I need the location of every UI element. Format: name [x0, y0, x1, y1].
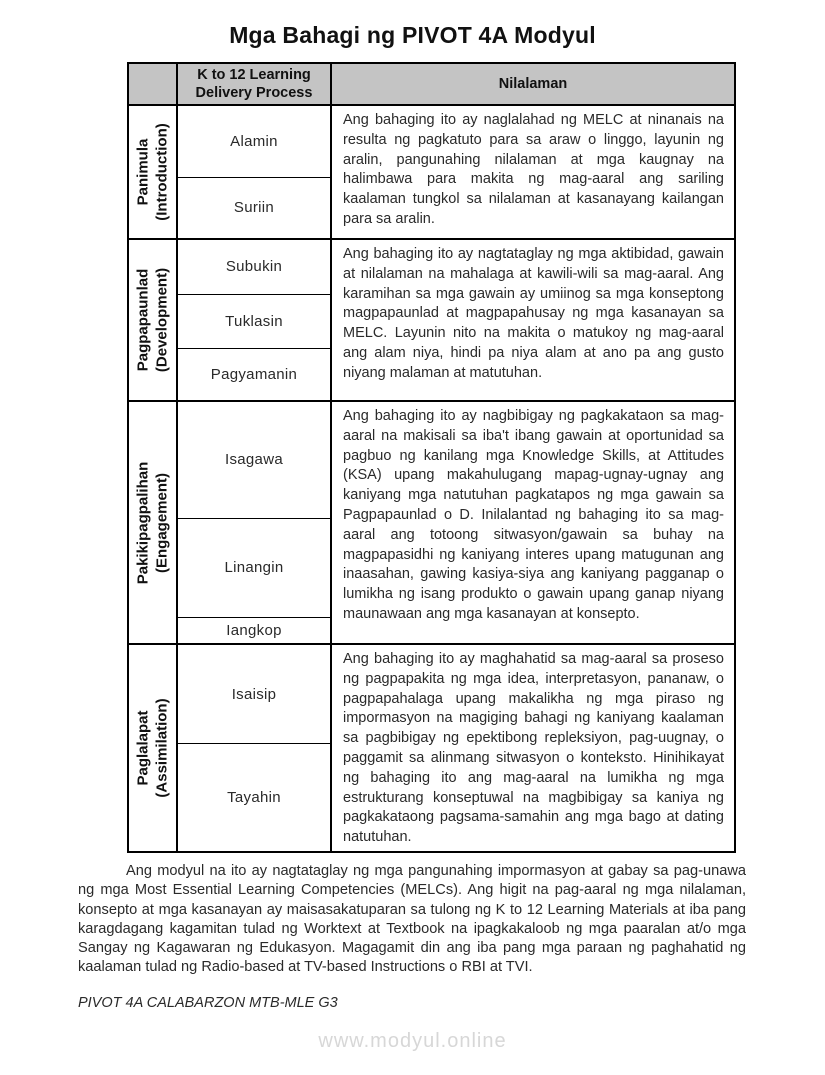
stage-rotated-label	[134, 268, 172, 372]
steps-column	[178, 240, 332, 400]
step-isaisip: Isaisip	[231, 685, 277, 703]
header-stage-cell	[129, 64, 178, 104]
step-iangkop: Iangkop	[178, 617, 330, 643]
step-tuklasin: Tuklasin	[178, 294, 330, 349]
page-title: Mga Bahagi ng PIVOT 4A Modyul	[229, 22, 596, 48]
stage-label-cell	[129, 106, 178, 238]
stage-name: Pagpapaunlad	[133, 268, 151, 372]
step-pagyamanin: Pagyamanin	[178, 348, 330, 400]
section-pagpapaunlad	[129, 238, 734, 400]
steps-column	[178, 402, 332, 643]
step-linangin: Linangin	[178, 518, 330, 617]
closing-paragraph: Ang modyul na ito ay nagtataglay ng mga pangunahing impormasyon at gabay sa pag-unawa ng mga Most Essential Learning Competencies (MELCs). Ang higit na pag-aaral ng mga nilalaman, konsepto at mga kasanayan ay maisasakatuparan sa tulong ng K to 12 Learning Materials at iba pang karagdagang kagamitan tulad ng Worktext at Textbook na ipagkakaloob ng mga paaralan at/o mga Sangay ng Kagawaran ng Edukasyon. Magagamit din ang iba pang mga paraan ng paghahatid ng kaalaman tulad ng Radio-based at TV-based Instructions o RBI at TVI.	[78, 862, 746, 976]
stage-name: Panimula	[133, 138, 151, 206]
steps-column	[178, 645, 332, 851]
stage-label-cell	[129, 240, 178, 400]
stage-name-english: (Development)	[152, 267, 170, 373]
stage-name-english: (Introduction)	[152, 123, 170, 221]
step-subukin: Subukin	[225, 258, 283, 276]
step-suriin: Suriin	[178, 177, 330, 238]
steps-column	[178, 106, 332, 238]
stage-rotated-label	[134, 123, 172, 220]
stage-name-english: (Assimilation)	[152, 698, 170, 798]
stage-name: Paglalapat	[133, 710, 151, 786]
header-process-cell: K to 12 Learning Delivery Process	[178, 64, 332, 104]
step-alamin: Alamin	[230, 132, 278, 150]
section-content: Ang bahaging ito ay nagbibigay ng pagkakataon sa mag-aaral na makisali sa iba't ibang gawain at oportunidad sa pagbuo ng kanilang mga Knowledge Skills, at Attitudes (KSA) upang makahulugang mapag-ugnay-ugnay ang kaniyang mga natutuhan pagkatapos ng mga gawain sa Pagpapaunlad o D. Inilalantad ng bahaging ito sa mag-aaral ang totoong sitwasyon/gawain sa buhay na magpapasidhi ng kaniyang interes upang matugunan ang inaasahan, gawing kasiya-siya ang kaniyang pagganap o lumikha ng isang produkto o gawain upang ganap niyang maunawaan ang mga kasanayan at konsepto.	[343, 408, 724, 622]
watermark-text: www.modyul.online	[318, 1030, 507, 1052]
step-tayahin: Tayahin	[178, 743, 330, 851]
section-paglalapat	[129, 643, 734, 851]
section-panimula	[129, 104, 734, 238]
section-pakikipagpalihan	[129, 400, 734, 643]
section-content: Ang bahaging ito ay maghahatid sa mag-aaral sa proseso ng pagpapakita ng mga idea, interpretasyon, pananaw, o pagpapahalaga upang makalikha ng mga piraso ng impormasyon na magiging bahagi ng kaniyang kaalaman sa pagbibigay ng epektibong repleksiyon, pag-uugnay, o paggamit sa alinmang sitwasyon o konteksto. Hinihikayat ng bahaging ito ang mag-aaral na lumikha ng mga estrukturang konseptuwal na magbibigay sa kaniya ng pagkakataong pagsama-samahin ang mga bago at dating natutuhan.	[343, 651, 724, 846]
header-nilalaman-cell: Nilalaman	[498, 76, 568, 92]
table-header-row	[129, 64, 734, 104]
stage-label-cell	[129, 402, 178, 643]
section-content: Ang bahaging ito ay naglalahad ng MELC at ninanais na resulta ng pagkatuto para sa araw o linggo, layunin ng aralin, pangunahing nilalaman at mga kaugnay na halimbawa para makita ng mag-aaral ang sariling kaalaman tungkol sa nilalaman at kasanayang kailangan para sa aralin.	[343, 112, 724, 227]
footer-text: PIVOT 4A CALABARZON MTB-MLE G3	[78, 994, 338, 1011]
stage-name-english: (Engagement)	[152, 472, 170, 573]
module-parts-table	[127, 62, 736, 853]
stage-rotated-label	[134, 698, 172, 797]
stage-name: Pakikipagpalihan	[133, 461, 151, 584]
step-isagawa: Isagawa	[225, 451, 283, 469]
stage-label-cell	[129, 645, 178, 851]
section-content: Ang bahaging ito ay nagtataglay ng mga aktibidad, gawain at nilalaman na mahalaga at kawili-wili sa mag-aaral. Ang karamihan sa mga gawain ay umiinog sa mga konseptong magpapaunlad at magpapahusay ng mga kasanayan sa MELC. Layunin nito na makita o matukoy ng mag-aaral ang alam niya, hindi pa niya alam at ano pa ang gusto niyang malaman at matutuhan.	[343, 246, 724, 381]
stage-rotated-label	[134, 461, 172, 584]
